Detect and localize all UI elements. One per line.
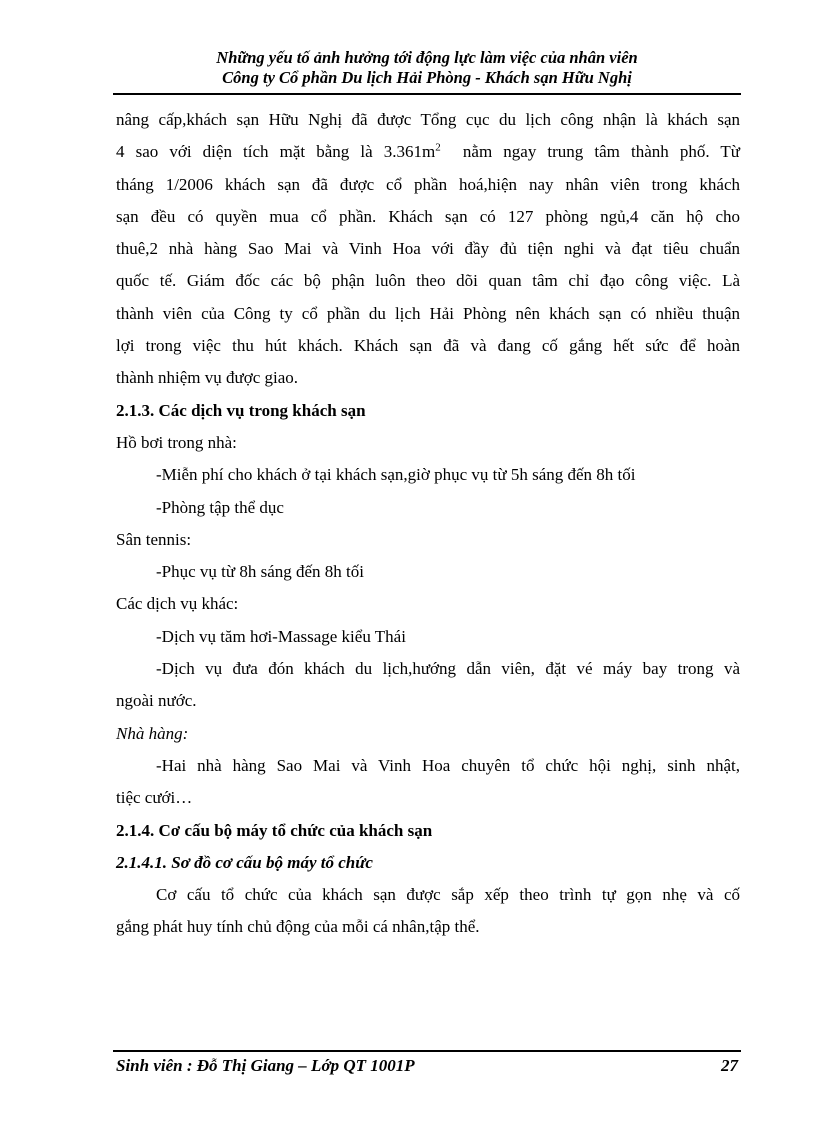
structure-paragraph-line: Cơ cấu tổ chức của khách sạn được sắp xếp theo trình tự gọn nhẹ và cố	[156, 885, 740, 905]
tennis-item: -Phục vụ từ 8h sáng đến 8h tối	[156, 562, 365, 582]
header-title-line1: Những yếu tố ảnh hưởng tới động lực làm việc của nhân viên	[216, 48, 638, 67]
header-title-line2: Công ty Cổ phần Du lịch Hải Phòng - Khách sạn Hữu Nghị	[222, 68, 632, 87]
intro-line: tháng 1/2006 khách sạn đã được cổ phần hoá,hiện nay nhân viên trong khách	[116, 174, 740, 194]
page-body	[116, 104, 740, 944]
section-heading-structure: 2.1.4. Cơ cấu bộ máy tổ chức của khách sạn	[116, 820, 433, 840]
tennis-label: Sân tennis:	[116, 529, 192, 549]
page-header	[113, 48, 741, 88]
other-service-item: -Dịch vụ đưa đón khách du lịch,hướng dẫn viên, đặt vé máy bay trong và	[156, 659, 740, 679]
pool-item: -Miễn phí cho khách ở tại khách sạn,giờ phục vụ từ 5h sáng đến 8h tối	[156, 465, 636, 485]
pool-label: Hồ bơi trong nhà:	[116, 432, 237, 452]
intro-line: thành nhiệm vụ được giao.	[116, 368, 299, 388]
intro-line: thuê,2 nhà hàng Sao Mai và Vinh Hoa với đầy đủ tiện nghi và đạt tiêu chuẩn	[116, 239, 740, 259]
footer-divider	[113, 1050, 741, 1052]
pool-item: -Phòng tập thể dục	[156, 497, 284, 517]
intro-line-area	[116, 136, 740, 168]
intro-line: sạn đều có quyền mua cổ phần. Khách sạn có 127 phòng ngủ,4 căn hộ cho	[116, 206, 740, 226]
restaurant-item-cont: tiệc cưới…	[116, 788, 193, 808]
other-services-label: Các dịch vụ khác:	[116, 594, 239, 614]
intro-area-rest: nằm ngay trung tâm thành phố. Từ	[462, 142, 740, 162]
area-superscript: 2	[435, 141, 441, 154]
section-heading-services: 2.1.3. Các dịch vụ trong khách sạn	[116, 400, 366, 420]
intro-area-text: 4 sao với diện tích mặt bằng là 3.361m	[116, 142, 436, 162]
footer-author: Sinh viên : Đỗ Thị Giang – Lớp QT 1001P	[116, 1056, 415, 1075]
restaurant-label: Nhà hàng:	[116, 723, 189, 743]
intro-line: quốc tế. Giám đốc các bộ phận luôn theo dõi quan tâm chỉ đạo công việc. Là	[116, 271, 740, 291]
intro-line: nâng cấp,khách sạn Hữu Nghị đã được Tổng cục du lịch công nhận là khách sạn	[116, 110, 740, 129]
intro-line: thành viên của Công ty cổ phần du lịch Hải Phòng nên khách sạn có nhiều thuận	[116, 303, 740, 323]
structure-paragraph-line: gắng phát huy tính chủ động của mỗi cá nhân,tập thể.	[116, 917, 480, 937]
restaurant-item: -Hai nhà hàng Sao Mai và Vinh Hoa chuyên tổ chức hội nghị, sinh nhật,	[156, 755, 740, 775]
header-divider	[113, 93, 741, 95]
intro-line: lợi trong việc thu hút khách. Khách sạn đã và đang cố gắng hết sức để hoàn	[116, 336, 740, 356]
other-service-item: -Dịch vụ tăm hơi-Massage kiểu Thái	[156, 626, 406, 646]
page-number: 27	[721, 1056, 738, 1075]
subsection-heading-chart: 2.1.4.1. Sơ đồ cơ cấu bộ máy tổ chức	[116, 852, 373, 872]
other-service-item-cont: ngoài nước.	[116, 691, 197, 711]
